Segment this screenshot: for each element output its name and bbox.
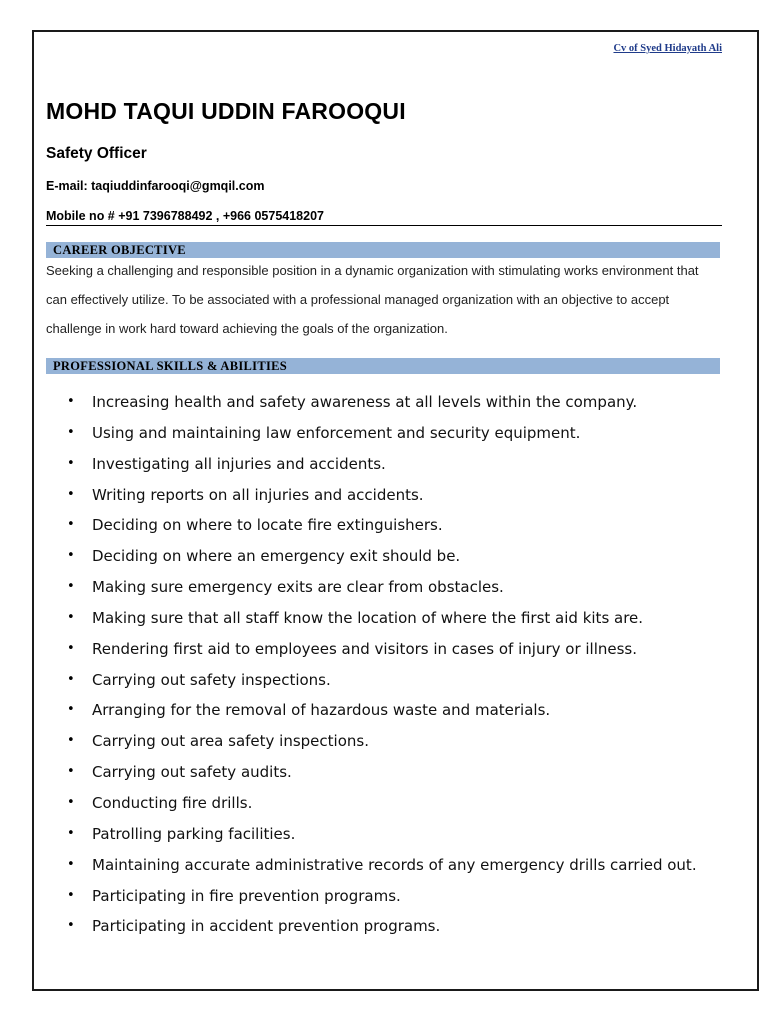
cv-header-link[interactable]: Cv of Syed Hidayath Ali: [613, 43, 722, 54]
bullet-icon: •: [67, 579, 75, 595]
list-item: [62, 881, 742, 912]
list-item: [62, 418, 742, 449]
bullet-icon: •: [67, 733, 75, 749]
skill-text: Carrying out safety inspections.: [92, 670, 331, 689]
bullet-icon: •: [67, 764, 75, 780]
skill-text: Participating in fire prevention programs.: [92, 886, 401, 905]
skill-text: Investigating all injuries and accidents.: [92, 454, 386, 473]
bullet-icon: •: [67, 609, 75, 625]
list-item: [62, 603, 742, 634]
bullet-icon: •: [67, 856, 75, 872]
skill-text: Making sure emergency exits are clear from obstacles.: [92, 578, 504, 597]
skill-text: Rendering first aid to employees and visitors in cases of injury or illness.: [92, 639, 638, 658]
bullet-icon: •: [67, 702, 75, 718]
list-item: [62, 541, 742, 572]
bullet-icon: •: [67, 671, 75, 687]
skill-text: Carrying out safety audits.: [92, 763, 292, 782]
skills-heading: PROFESSIONAL SKILLS & ABILITIES: [46, 358, 720, 374]
career-objective-text: Seeking a challenging and responsible position in a dynamic organization with stimulating works environment that can effectively utilize. To be associated with a professional managed organization with an objective to accept challenge in work hard toward achieving the goals of the organization.: [46, 263, 699, 336]
header-divider: [46, 225, 722, 226]
candidate-name: MOHD TAQUI UDDIN FAROOQUI: [46, 98, 406, 124]
bullet-icon: •: [67, 918, 75, 934]
skill-text: Participating in accident prevention programs.: [92, 917, 441, 936]
bullet-icon: •: [67, 887, 75, 903]
skill-text: Making sure that all staff know the location of where the first aid kits are.: [92, 608, 644, 627]
mobile-line: Mobile no # +91 7396788492 , +966 0575418207: [46, 209, 324, 223]
list-item: [62, 387, 742, 418]
skill-text: Deciding on where to locate fire extinguishers.: [92, 516, 443, 535]
skill-text: Increasing health and safety awareness at all levels within the company.: [92, 393, 638, 411]
list-item: [62, 572, 742, 603]
skill-text: Maintaining accurate administrative records of any emergency drills carried out.: [92, 855, 697, 874]
job-title: Safety Officer: [46, 145, 147, 162]
list-item: [62, 695, 742, 726]
skill-text: Deciding on where an emergency exit should be.: [92, 547, 461, 566]
skill-text: Writing reports on all injuries and accidents.: [92, 485, 424, 504]
skill-text: Conducting fire drills.: [92, 793, 253, 812]
list-item: [62, 449, 742, 480]
bullet-icon: •: [67, 825, 75, 841]
list-item: [62, 757, 742, 788]
bullet-icon: •: [67, 640, 75, 656]
list-item: [62, 510, 742, 541]
skill-text: Carrying out area safety inspections.: [92, 732, 369, 751]
list-item: [62, 911, 742, 942]
bullet-icon: •: [67, 517, 75, 533]
list-item: [62, 726, 742, 757]
list-item: [62, 634, 742, 665]
bullet-icon: •: [67, 486, 75, 502]
list-item: [62, 819, 742, 850]
skill-text: Arranging for the removal of hazardous waste and materials.: [92, 701, 551, 720]
bullet-icon: •: [67, 424, 75, 440]
skill-text: Using and maintaining law enforcement and security equipment.: [92, 423, 581, 442]
list-item: [62, 665, 742, 696]
list-item: [62, 480, 742, 511]
bullet-icon: •: [67, 794, 75, 810]
email-line: E-mail: taqiuddinfarooqi@gmqil.com: [46, 179, 265, 193]
list-item: [62, 788, 742, 819]
bullet-icon: •: [67, 394, 75, 409]
skills-list: [62, 387, 742, 942]
career-objective-heading: CAREER OBJECTIVE: [46, 242, 720, 258]
bullet-icon: •: [67, 455, 75, 471]
skill-text: Patrolling parking facilities.: [92, 824, 296, 843]
list-item: [62, 850, 742, 881]
bullet-icon: •: [67, 548, 75, 564]
